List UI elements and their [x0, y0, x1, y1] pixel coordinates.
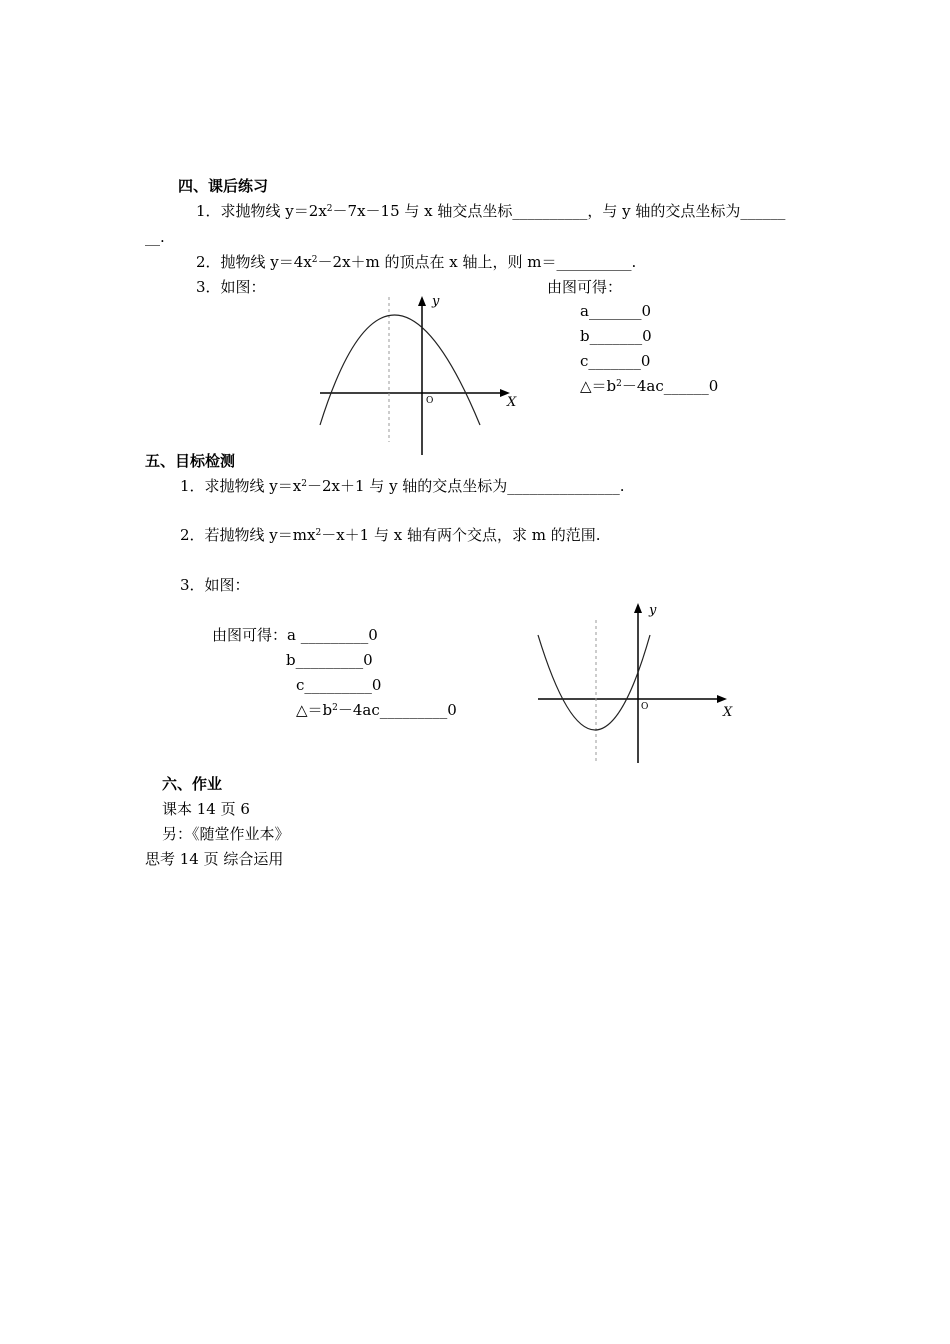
section5-answer-delta: $\triangle=b^2-4ac\_\_\_\_\_\_\_\_\_0$: [296, 701, 457, 719]
y-axis-label: y: [432, 294, 440, 309]
homework-line2: 另：《随堂作业本》: [162, 825, 290, 843]
origin-label: O: [641, 702, 649, 712]
section5-question2: 2．若抛物线 $y=mx^2-x+1$ 与 x 轴有两个交点，求 m 的范围.: [180, 526, 601, 544]
section6-heading: 六、作业: [162, 775, 223, 793]
homework-line3: 思考 14 页 综合运用: [145, 850, 284, 868]
section5-answer-a: 由图可得：a _________0: [212, 626, 378, 644]
section4-answer-b: b_______0: [580, 327, 652, 345]
section5-parabola-graph: [520, 595, 750, 770]
section4-question1: 1．求抛物线 $y=2x^2-7x-15$ 与 x 轴交点坐标__________，与 y 轴的交点坐标为______: [196, 202, 786, 220]
section5-question3: 3．如图：: [180, 576, 250, 594]
section4-question2: 2．抛物线 $y=4x^2-2x+m$ 的顶点在 x 轴上，则 m＝__________.: [196, 253, 637, 271]
origin-label: O: [426, 396, 434, 406]
section4-answer-delta: $\triangle=b^2-4ac\_\_\_\_\_\_0$: [580, 377, 719, 395]
y-axis-arrow: [418, 296, 426, 306]
section4-answer-a: a_______0: [580, 302, 651, 320]
section5-question1: 1．求抛物线 $y=x^2-2x+1$ 与 y 轴的交点坐标为_______________.: [180, 477, 625, 495]
section4-answers-intro: 由图可得：: [547, 278, 623, 296]
y-axis-arrow: [634, 603, 642, 613]
parabola-curve: [538, 635, 650, 730]
x-axis-arrow: [717, 695, 727, 703]
section4-question1-wrap: __.: [145, 228, 165, 246]
parabola-curve: [320, 315, 480, 425]
homework-line1: 课本 14 页 6: [162, 800, 250, 818]
y-axis-label: y: [649, 603, 657, 618]
x-axis-label: X: [507, 395, 517, 410]
section5-answer-b: b_________0: [286, 651, 373, 669]
section5-answer-c: c_________0: [296, 676, 382, 694]
section4-heading: 四、课后练习: [178, 177, 269, 195]
section4-parabola-graph: [300, 285, 530, 460]
section4-answer-c: c_______0: [580, 352, 651, 370]
section4-question3: 3．如图：: [196, 278, 266, 296]
section5-heading: 五、目标检测: [145, 452, 236, 470]
x-axis-label: X: [723, 705, 733, 720]
